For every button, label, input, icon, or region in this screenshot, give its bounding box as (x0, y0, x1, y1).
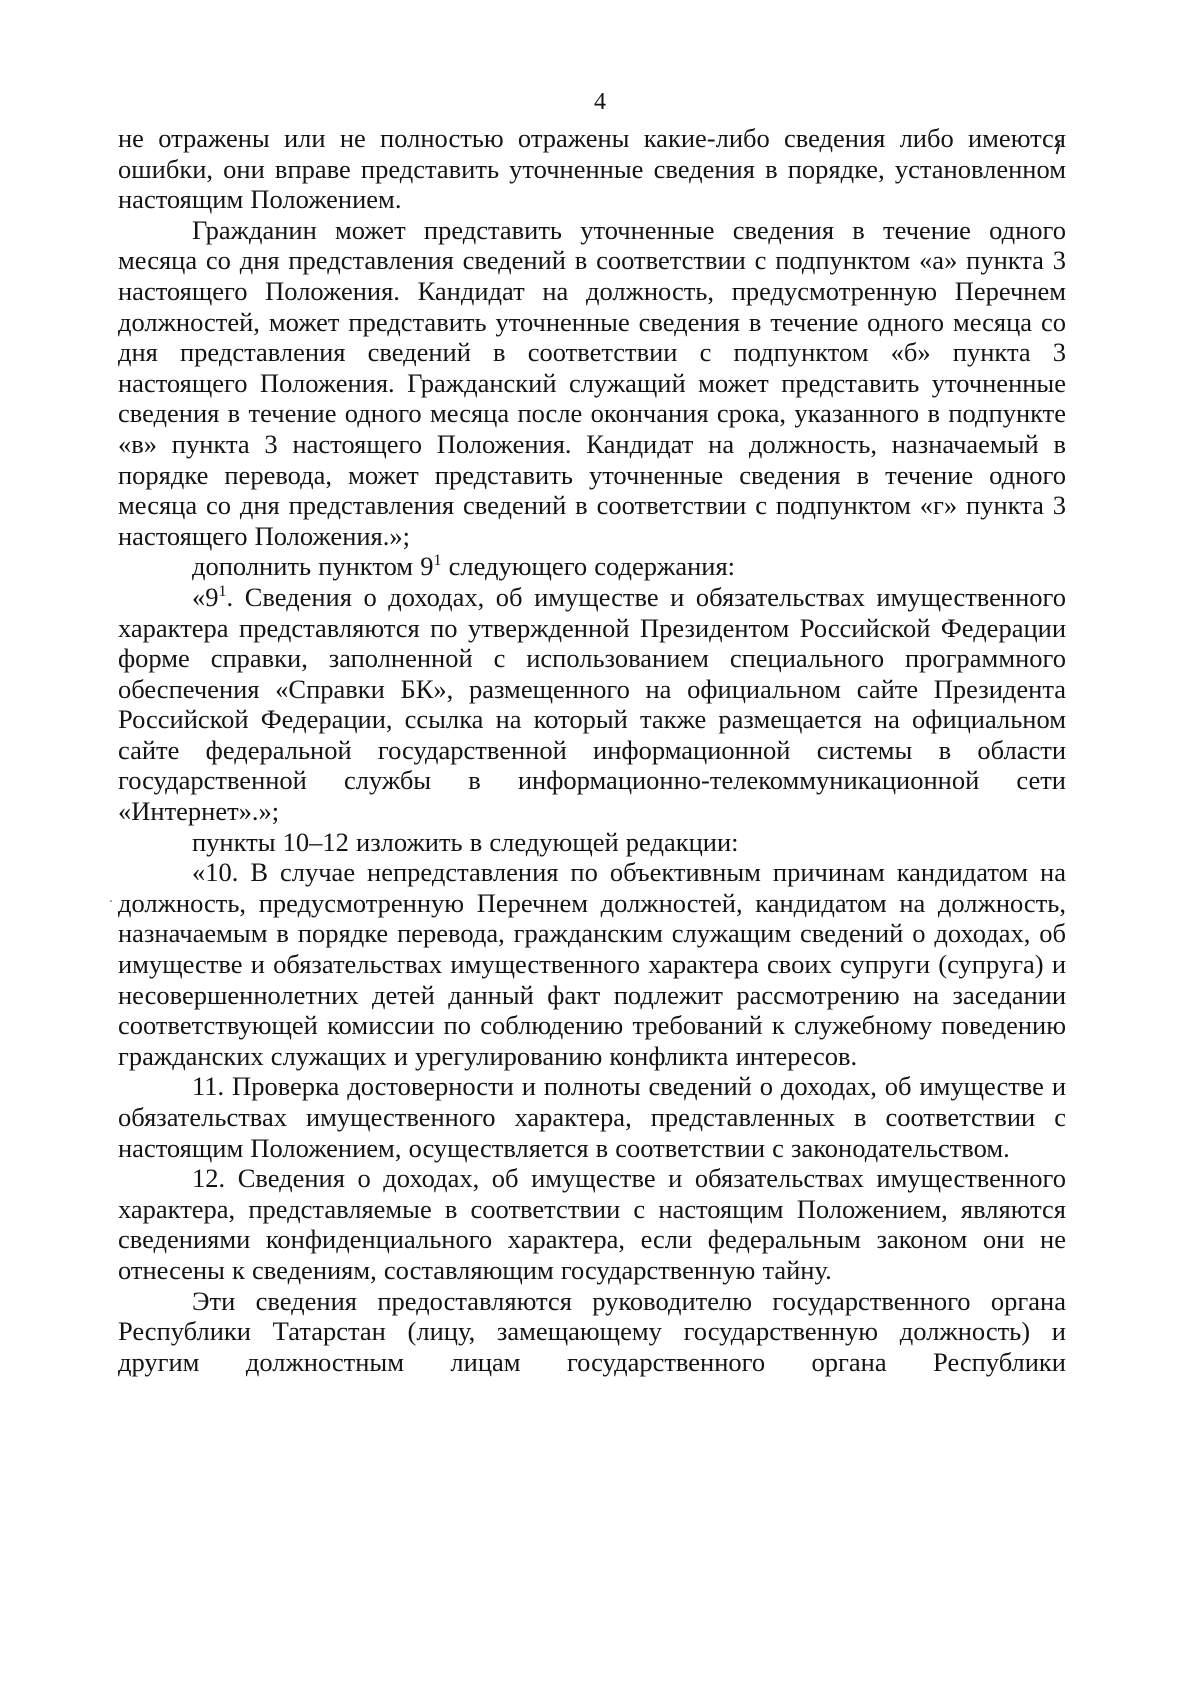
point-9-1-text: . Сведения о доходах, об имуществе и обязательствах имущественного характера представляются по утвержденной Президентом Российской Федерации форме справки, заполненной с использованием специального программного обеспечения «Справки БК», размещенного на официальном сайте Президента Российской Федерации, ссылка на который также размещается на официальном сайте федеральной государственной информационной системы в области государственной службы в информационно-телекоммуникационной сети «Интернет».»; (118, 581, 1066, 827)
superscript: 1 (433, 552, 442, 570)
paragraph-point-10: «10. В случае непредставления по объективным причинам кандидатом на должность, предусмотренную Перечнем должностей, кандидатом на должность, назначаемым в порядке перевода, гражданским служащим сведений о доходах, об имуществе и обязательствах имущественного характера своих супруги (супруга) и несовершеннолетних детей данный факт подлежит рассмотрению на заседании соответствующей комиссии по соблюдению требований к служебному поведению гражданских служащих и урегулированию конфликта интересов. (118, 857, 1066, 1071)
add-point-text: дополнить пунктом 9 (192, 551, 434, 582)
paragraph-info-provided-to: Эти сведения предоставляются руководителю государственного органа Республики Татарстан (лицу, замещающему государственную должность) и другим должностным лицам государственного органа Республики (118, 1285, 1066, 1377)
paragraph-point-9-1 (118, 582, 1066, 827)
paragraph-point-11: 11. Проверка достоверности и полноты сведений о доходах, об имуществе и обязательствах имущественного характера, представленных в соответствии с настоящим Положением, осуществляется в соответствии с законодательством. (118, 1071, 1066, 1163)
add-point-text-end: следующего содержания: (441, 551, 736, 582)
paragraph-add-point-9-1 (118, 551, 1066, 582)
paragraph-points-10-12-intro: пункты 10–12 изложить в следующей редакции: (192, 826, 739, 857)
page-number: 4 (594, 89, 606, 115)
scan-artifact-dot (110, 900, 112, 902)
paragraph-point-12: 12. Сведения о доходах, об имуществе и обязательствах имущественного характера, представляемые в соответствии с настоящим Положением, являются сведениями конфиденциального характера, если федеральным законом они не отнесены к сведениям, составляющим государственную тайну. (118, 1163, 1066, 1285)
point-9-1-prefix: «9 (192, 581, 219, 612)
paragraph-continuation: не отражены или не полностью отражены какие-либо сведения либо имеются ошибки, они вправе представить уточненные сведения в порядке, установленном настоящим Положением. (118, 123, 1066, 215)
superscript: 1 (218, 583, 227, 601)
document-body (118, 123, 1066, 1377)
paragraph-clarified-info-deadlines: Гражданин может представить уточненные сведения в течение одного месяца со дня представления сведений в соответствии с подпунктом «а» пункта 3 настоящего Положения. Кандидат на должность, предусмотренную Перечнем должностей, может представить уточненные сведения в течение одного месяца со дня представления сведений в соответствии с подпунктом «б» пункта 3 настоящего Положения. Гражданский служащий может представить уточненные сведения в течение одного месяца после окончания срока, указанного в подпункте «в» пункта 3 настоящего Положения. Кандидат на должность, назначаемый в порядке перевода, может представить уточненные сведения в течение одного месяца со дня представления сведений в соответствии с подпунктом «г» пункта 3 настоящего Положения.»; (118, 214, 1066, 551)
